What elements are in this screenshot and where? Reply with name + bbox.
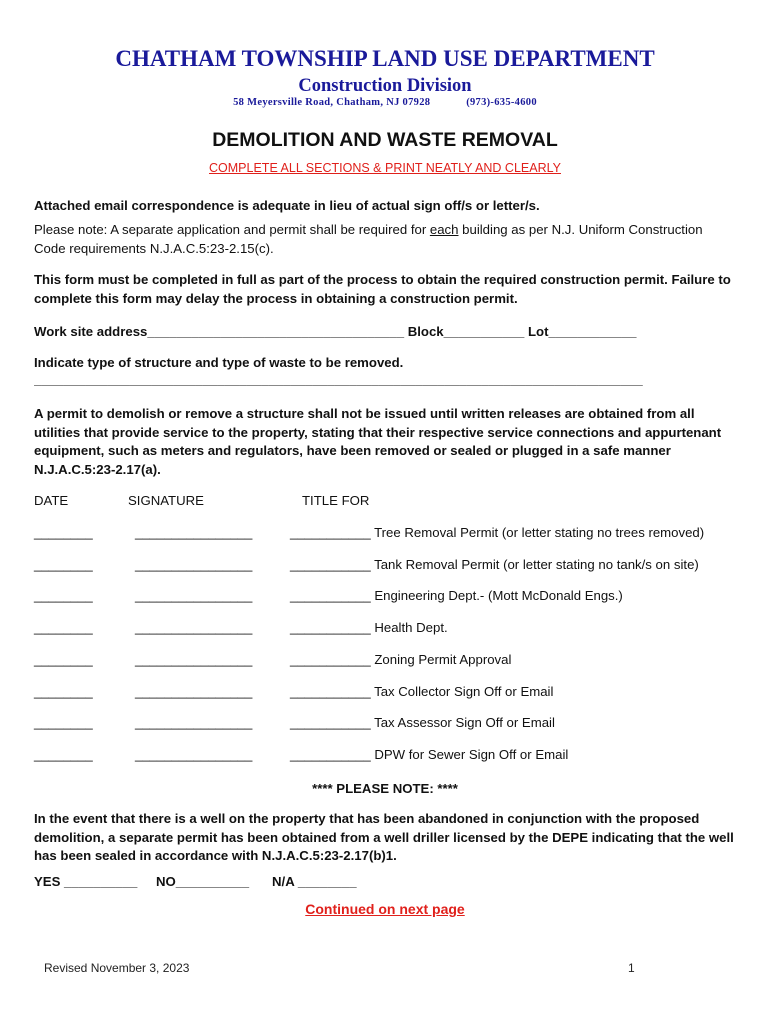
signoff-title-for: ___________ Tax Assessor Sign Off or Email [290, 715, 555, 731]
signoff-signature-field[interactable]: ________________ [135, 683, 253, 699]
signoff-date-field[interactable]: ________ [34, 746, 93, 762]
must-complete-note: This form must be completed in full as part of the process to obtain the required construction permit. Failure to complete this form may delay the process in obtaining a construction permit. [34, 272, 731, 306]
signoff-title-for: ___________ Engineering Dept.- (Mott McDonald Engs.) [290, 588, 623, 604]
signoff-date-field[interactable]: ________ [34, 715, 93, 731]
signoff-title-for: ___________ Tax Collector Sign Off or Email [290, 683, 554, 699]
work-site-field[interactable] [34, 324, 637, 339]
signoff-date-field[interactable]: ________ [34, 556, 93, 572]
yes-field[interactable]: YES __________ [34, 874, 138, 889]
signoff-date-field[interactable]: ________ [34, 620, 93, 636]
signoff-signature-field[interactable]: ________________ [135, 556, 253, 572]
instruction: COMPLETE ALL SECTIONS & PRINT NEATLY AND CLEARLY [209, 161, 561, 175]
signoff-signature-field[interactable]: ________________ [135, 620, 253, 636]
division-title: Construction Division [298, 76, 472, 96]
please-note-heading: **** PLEASE NOTE: **** [312, 781, 458, 796]
form-title: DEMOLITION AND WASTE REMOVAL [212, 129, 558, 151]
signoff-title-for: ___________ Zoning Permit Approval [290, 651, 512, 667]
signoff-date-field[interactable]: ________ [34, 651, 93, 667]
col-date-header: DATE [34, 493, 69, 508]
lot-field[interactable]: Lot____________ [528, 324, 637, 339]
continued-note: Continued on next page [305, 901, 465, 917]
revised-date: Revised November 3, 2023 [44, 961, 190, 975]
note-text-pre: Please note: A separate application and permit shall be required for [34, 222, 430, 237]
signoff-signature-field[interactable]: ________________ [135, 715, 253, 731]
department-title: CHATHAM TOWNSHIP LAND USE DEPARTMENT [115, 46, 655, 71]
signoff-title-for: ___________ Health Dept. [290, 620, 448, 636]
signoff-signature-field[interactable]: ________________ [135, 746, 253, 762]
col-title-header: TITLE FOR [302, 493, 370, 508]
signoff-date-field[interactable]: ________ [34, 588, 93, 604]
no-field[interactable]: NO__________ [156, 874, 250, 889]
signoff-title-for: ___________ DPW for Sewer Sign Off or Email [290, 746, 569, 762]
work-site-label: Work site address___________________________________ [34, 324, 405, 339]
na-field[interactable]: N/A ________ [272, 874, 357, 889]
signoff-date-field[interactable]: ________ [34, 683, 93, 699]
block-field[interactable]: Block___________ [407, 324, 525, 339]
signoff-title-for: ___________ Tank Removal Permit (or letter stating no tank/s on site) [290, 556, 699, 572]
permit-text: A permit to demolish or remove a structure shall not be issued until written releases are obtained from all utilities that provide service to the property, stating that their respective service connections and appurtenant equipment, such as meters and regulators, have been removed or sealed or plugged in a safe manner N.J.A.C.5:23-2.17(a). [34, 406, 722, 477]
address-line [0, 97, 770, 108]
signoff-signature-field[interactable]: ________________ [135, 588, 253, 604]
signoff-signature-field[interactable]: ________________ [135, 651, 253, 667]
structure-field[interactable]: ___________________________________________________________________________________ [34, 372, 643, 387]
well-text: In the event that there is a well on the property that has been abandoned in conjunction with the proposed demolition, a separate permit has been obtained from a well driller licensed by the DEPE indicating that the well has been sealed in accordance with N.J.A.C.5:23-2.17(b)1. [34, 811, 734, 863]
col-signature-header: SIGNATURE [128, 493, 204, 508]
note-text-post: building as per N.J. Uniform Construction Code requirements N.J.A.C.5:23-2.15(c). [34, 222, 703, 256]
signoff-title-for: ___________ Tree Removal Permit (or letter stating no trees removed) [290, 525, 705, 540]
page-number: 1 [628, 961, 635, 975]
separate-permit-note [34, 221, 734, 258]
structure-label: Indicate type of structure and type of waste to be removed. [34, 355, 404, 370]
signoff-date-field[interactable]: ________ [34, 525, 93, 540]
note-each: each [429, 222, 459, 237]
address: 58 Meyersville Road, Chatham, NJ 07928 [233, 97, 431, 108]
email-note: Attached email correspondence is adequate in lieu of actual sign off/s or letter/s. [34, 198, 540, 213]
phone: (973)-635-4600 [466, 97, 537, 108]
signoff-signature-field[interactable]: ________________ [135, 525, 253, 540]
